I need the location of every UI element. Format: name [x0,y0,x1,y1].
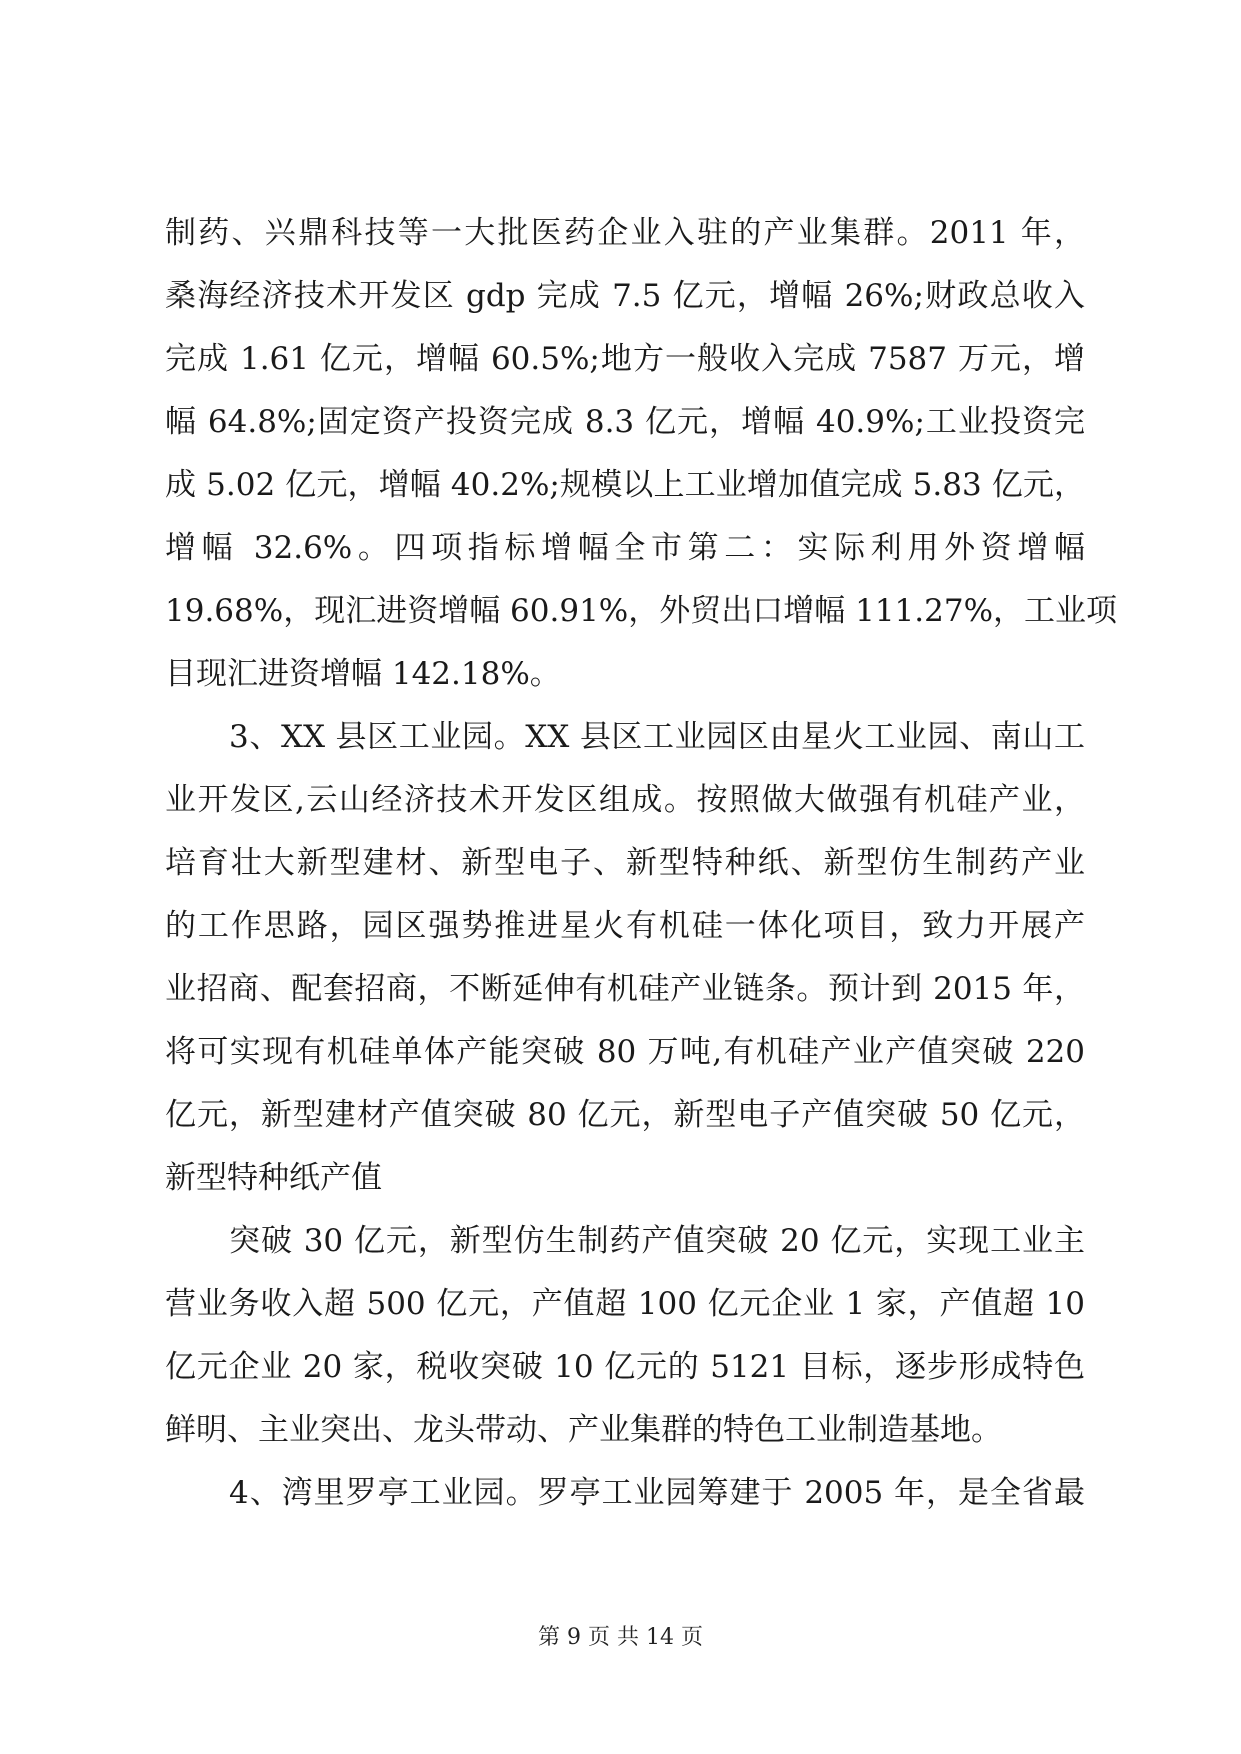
document-body [165,202,1118,1525]
text-line: 目现汇进资增幅 142.18%。 [165,656,561,692]
text-line: 成 5.02 亿元，增幅 40.2%;规模以上工业增加值完成 5.83 亿元， [165,467,1085,503]
text-line: 的工作思路，园区强势推进星火有机硅一体化项目，致力开展产 [165,908,1085,944]
text-line: 业开发区,云山经济技术开发区组成。按照做大做强有机硅产业， [165,782,1085,818]
text-line: 新型特种纸产值 [165,1160,382,1196]
page-number-footer: 第 9 页 共 14 页 [538,1625,703,1650]
text-line: 突破 30 亿元，新型仿生制药产值突破 20 亿元，实现工业主 [229,1223,1085,1259]
text-line: 业招商、配套招商，不断延伸有机硅产业链条。预计到 2015 年， [165,971,1085,1007]
text-line: 完成 1.61 亿元，增幅 60.5%;地方一般收入完成 7587 万元，增 [165,341,1085,377]
text-line: 3、XX 县区工业园。XX 县区工业园区由星火工业园、南山工 [229,719,1085,755]
text-line: 幅 64.8%;固定资产投资完成 8.3 亿元，增幅 40.9%;工业投资完 [165,404,1085,440]
text-line: 桑海经济技术开发区 gdp 完成 7.5 亿元，增幅 26%;财政总收入 [165,278,1085,314]
text-line: 亿元，新型建材产值突破 80 亿元，新型电子产值突破 50 亿元， [165,1097,1085,1133]
text-line: 亿元企业 20 家，税收突破 10 亿元的 5121 目标，逐步形成特色 [165,1349,1085,1385]
text-line: 将可实现有机硅单体产能突破 80 万吨,有机硅产业产值突破 220 [165,1034,1085,1070]
text-line: 4、湾里罗亭工业园。罗亭工业园筹建于 2005 年，是全省最 [229,1475,1085,1511]
text-line: 鲜明、主业突出、龙头带动、产业集群的特色工业制造基地。 [165,1412,1002,1448]
text-line: 制药、兴鼎科技等一大批医药企业入驻的产业集群。2011 年， [165,215,1085,251]
text-line: 19.68%，现汇进资增幅 60.91%，外贸出口增幅 111.27%，工业项 [165,593,1118,629]
text-line: 营业务收入超 500 亿元，产值超 100 亿元企业 1 家，产值超 10 [165,1286,1085,1322]
text-line: 培育壮大新型建材、新型电子、新型特种纸、新型仿生制药产业 [165,845,1085,881]
text-line: 增幅 32.6%。四项指标增幅全市第二：实际利用外资增幅 [165,530,1085,566]
